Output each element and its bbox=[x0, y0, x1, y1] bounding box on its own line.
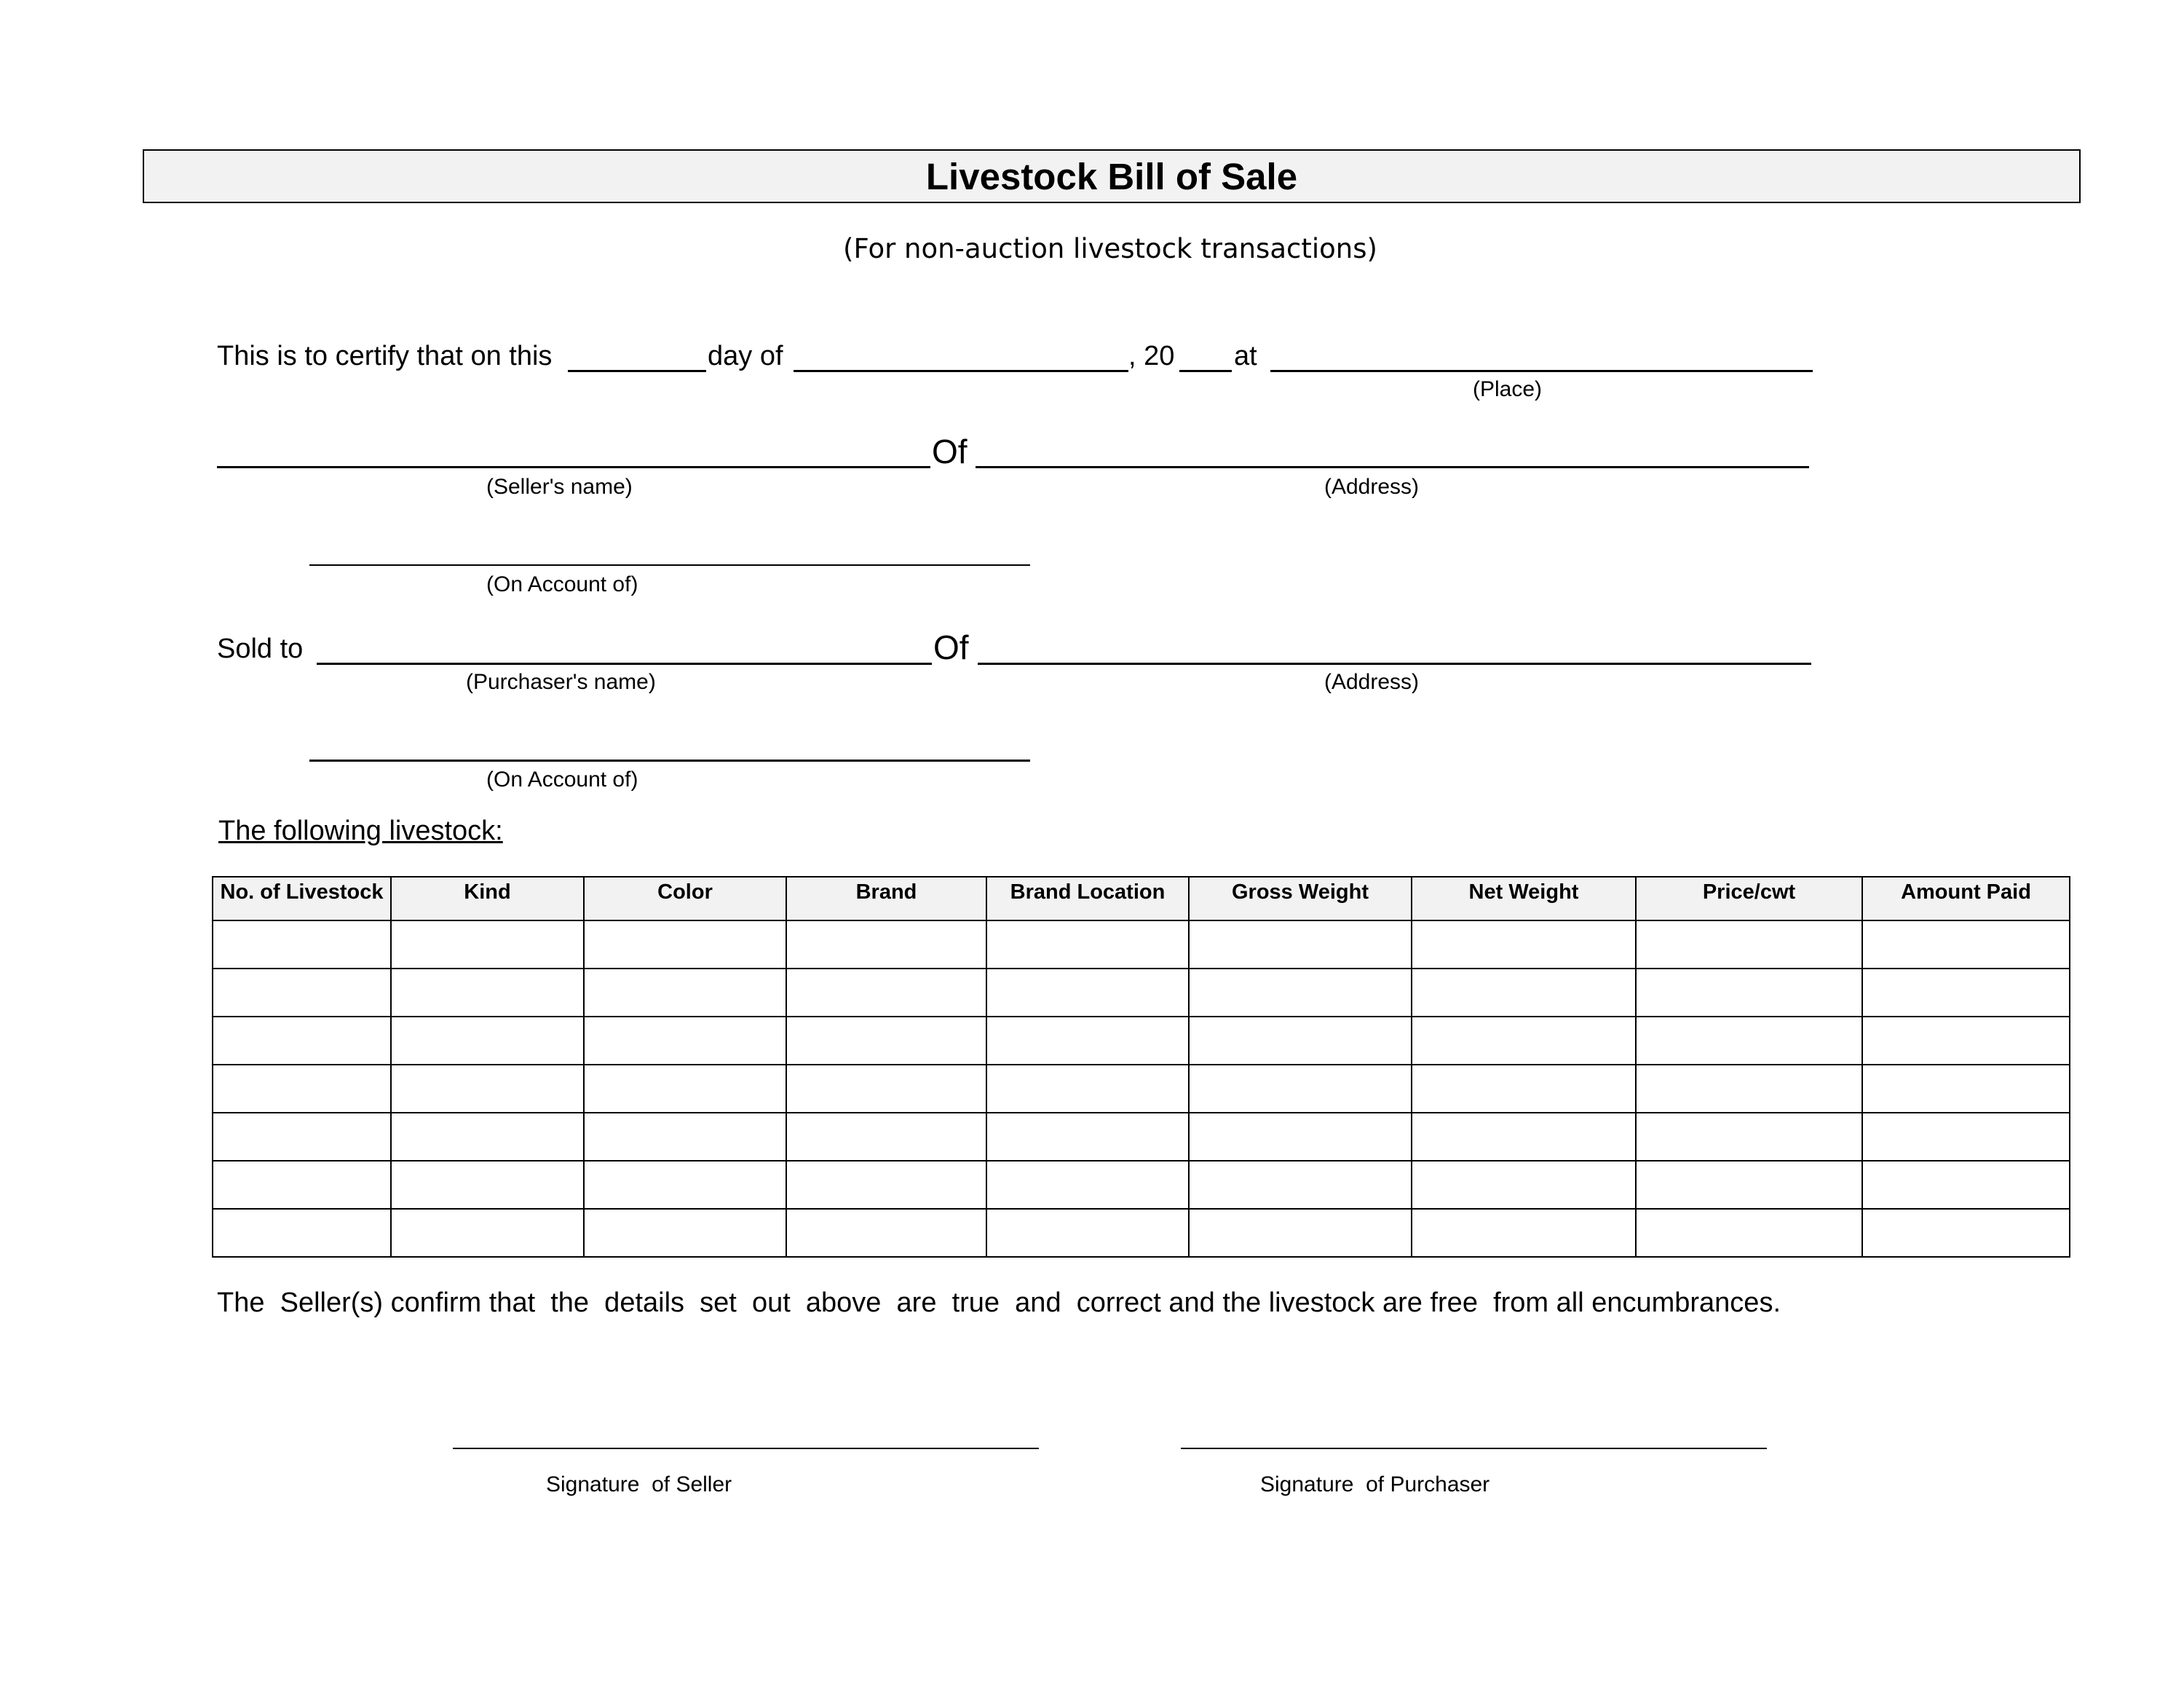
table-cell[interactable] bbox=[986, 969, 1189, 1017]
table-cell[interactable] bbox=[1412, 920, 1636, 969]
table-cell[interactable] bbox=[986, 1209, 1189, 1257]
table-cell[interactable] bbox=[1862, 1065, 2070, 1113]
table-row bbox=[213, 1065, 2070, 1113]
table-cell[interactable] bbox=[1412, 1161, 1636, 1209]
table-cell[interactable] bbox=[1189, 1113, 1412, 1161]
table-cell[interactable] bbox=[786, 1065, 986, 1113]
seller-address-field[interactable] bbox=[976, 466, 1809, 468]
year-prefix-label: , 20 bbox=[1128, 341, 1175, 371]
purchaser-account-field[interactable] bbox=[309, 760, 1030, 762]
seller-signature-caption: Signature of Seller bbox=[546, 1472, 732, 1496]
table-cell[interactable] bbox=[391, 920, 584, 969]
purchaser-address-field[interactable] bbox=[978, 663, 1811, 665]
table-cell[interactable] bbox=[1189, 1017, 1412, 1065]
table-cell[interactable] bbox=[1862, 969, 2070, 1017]
table-cell[interactable] bbox=[1636, 1065, 1862, 1113]
year-field[interactable] bbox=[1179, 370, 1232, 372]
table-cell[interactable] bbox=[391, 1209, 584, 1257]
purchaser-of-label: Of bbox=[933, 628, 969, 666]
seller-account-caption: (On Account of) bbox=[486, 572, 638, 596]
table-cell[interactable] bbox=[786, 1209, 986, 1257]
table-cell[interactable] bbox=[391, 1161, 584, 1209]
day-field[interactable] bbox=[568, 370, 706, 372]
table-cell[interactable] bbox=[391, 969, 584, 1017]
seller-address-caption: (Address) bbox=[1324, 475, 1420, 499]
purchaser-address-caption: (Address) bbox=[1324, 670, 1420, 694]
purchaser-signature-caption: Signature of Purchaser bbox=[1260, 1472, 1490, 1496]
purchaser-signature-field[interactable] bbox=[1181, 1448, 1767, 1449]
table-cell[interactable] bbox=[584, 920, 786, 969]
table-cell[interactable] bbox=[986, 1065, 1189, 1113]
table-cell[interactable] bbox=[213, 1161, 391, 1209]
table-body bbox=[213, 920, 2070, 1257]
day-of-label: day of bbox=[708, 341, 783, 371]
table-cell[interactable] bbox=[1862, 920, 2070, 969]
place-field[interactable] bbox=[1270, 370, 1813, 372]
column-header: Gross Weight bbox=[1189, 877, 1412, 920]
column-header: Brand bbox=[786, 877, 986, 920]
table-cell[interactable] bbox=[1189, 969, 1412, 1017]
column-header: Price/cwt bbox=[1636, 877, 1862, 920]
table-cell[interactable] bbox=[1636, 920, 1862, 969]
column-header: Color bbox=[584, 877, 786, 920]
column-header: Kind bbox=[391, 877, 584, 920]
table-cell[interactable] bbox=[1636, 1209, 1862, 1257]
page-subtitle: (For non-auction livestock transactions) bbox=[843, 233, 1377, 264]
table-cell[interactable] bbox=[1189, 920, 1412, 969]
livestock-heading: The following livestock: bbox=[218, 816, 503, 846]
table-cell[interactable] bbox=[584, 1209, 786, 1257]
table-cell[interactable] bbox=[1862, 1017, 2070, 1065]
table-header-row bbox=[213, 877, 2070, 920]
table-row bbox=[213, 1161, 2070, 1209]
seller-name-caption: (Seller's name) bbox=[486, 475, 633, 499]
title-box bbox=[143, 149, 2081, 203]
sold-to-label: Sold to bbox=[217, 634, 304, 664]
table-cell[interactable] bbox=[213, 1113, 391, 1161]
column-header: Amount Paid bbox=[1862, 877, 2070, 920]
table-cell[interactable] bbox=[584, 1017, 786, 1065]
table-cell[interactable] bbox=[986, 920, 1189, 969]
column-header: No. of Livestock bbox=[213, 877, 391, 920]
livestock-table bbox=[212, 876, 2070, 1258]
table-cell[interactable] bbox=[786, 1161, 986, 1209]
table-cell[interactable] bbox=[1862, 1161, 2070, 1209]
place-caption: (Place) bbox=[1473, 377, 1543, 401]
table-cell[interactable] bbox=[1636, 1161, 1862, 1209]
table-cell[interactable] bbox=[786, 920, 986, 969]
table-cell[interactable] bbox=[786, 1017, 986, 1065]
table-cell[interactable] bbox=[1862, 1209, 2070, 1257]
at-label: at bbox=[1234, 341, 1257, 371]
table-cell[interactable] bbox=[1189, 1065, 1412, 1113]
table-row bbox=[213, 1017, 2070, 1065]
table-cell[interactable] bbox=[986, 1017, 1189, 1065]
table-cell[interactable] bbox=[584, 969, 786, 1017]
table-cell[interactable] bbox=[213, 920, 391, 969]
seller-of-label: Of bbox=[932, 433, 968, 470]
table-cell[interactable] bbox=[584, 1161, 786, 1209]
seller-name-field[interactable] bbox=[217, 466, 930, 468]
table-cell[interactable] bbox=[213, 1017, 391, 1065]
table-cell[interactable] bbox=[213, 969, 391, 1017]
table-cell[interactable] bbox=[1636, 1113, 1862, 1161]
table-cell[interactable] bbox=[391, 1065, 584, 1113]
table-cell[interactable] bbox=[1412, 1065, 1636, 1113]
seller-signature-field[interactable] bbox=[453, 1448, 1039, 1449]
table-cell[interactable] bbox=[391, 1113, 584, 1161]
column-header: Net Weight bbox=[1412, 877, 1636, 920]
column-header: Brand Location bbox=[986, 877, 1189, 920]
certify-prefix: This is to certify that on this bbox=[217, 341, 553, 371]
table-row bbox=[213, 920, 2070, 969]
table-cell[interactable] bbox=[1636, 969, 1862, 1017]
seller-account-field[interactable] bbox=[309, 564, 1030, 566]
table-cell[interactable] bbox=[1412, 1113, 1636, 1161]
table-cell[interactable] bbox=[1412, 1209, 1636, 1257]
table-row bbox=[213, 1209, 2070, 1257]
purchaser-name-field[interactable] bbox=[317, 663, 932, 665]
table-row bbox=[213, 1113, 2070, 1161]
table-cell[interactable] bbox=[1636, 1017, 1862, 1065]
table-cell[interactable] bbox=[1412, 969, 1636, 1017]
table-row bbox=[213, 969, 2070, 1017]
page-title: Livestock Bill of Sale bbox=[925, 155, 1298, 197]
table-cell[interactable] bbox=[584, 1065, 786, 1113]
table-cell[interactable] bbox=[1412, 1017, 1636, 1065]
table-cell[interactable] bbox=[786, 969, 986, 1017]
table-cell[interactable] bbox=[786, 1113, 986, 1161]
table-cell[interactable] bbox=[1189, 1209, 1412, 1257]
table-cell[interactable] bbox=[213, 1209, 391, 1257]
table-cell[interactable] bbox=[213, 1065, 391, 1113]
confirmation-text: The Seller(s) confirm that the details set out above are true and correct and the livestock are free from all encumbrances. bbox=[217, 1287, 1781, 1318]
table-cell[interactable] bbox=[1189, 1161, 1412, 1209]
month-field[interactable] bbox=[794, 370, 1128, 372]
table-cell[interactable] bbox=[584, 1113, 786, 1161]
table-cell[interactable] bbox=[1862, 1113, 2070, 1161]
purchaser-account-caption: (On Account of) bbox=[486, 768, 638, 792]
purchaser-name-caption: (Purchaser's name) bbox=[466, 670, 656, 694]
table-cell[interactable] bbox=[986, 1113, 1189, 1161]
table-cell[interactable] bbox=[391, 1017, 584, 1065]
table-cell[interactable] bbox=[986, 1161, 1189, 1209]
